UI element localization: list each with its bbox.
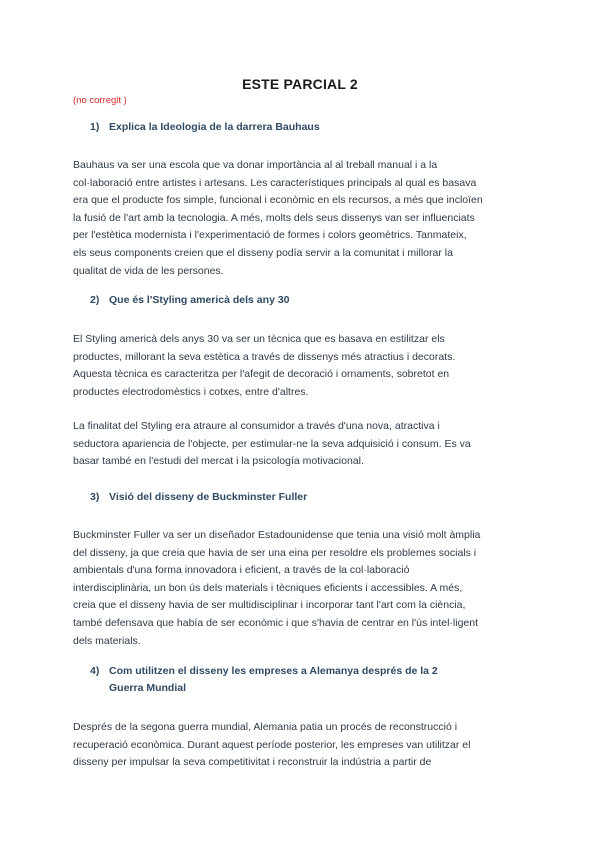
question-number: 3) bbox=[90, 491, 100, 503]
text-line: per l'estètica modernista i l'experimentació de formes i colors geomètrics. Tanmateix, bbox=[73, 229, 467, 242]
text-line: Buckminster Fuller va ser un diseñador Estadounidense que tenia una visió molt àmplia bbox=[73, 529, 481, 541]
text-line: del disseny, ja que creia que havia de ser una eina per resoldre els problemes socials i bbox=[73, 546, 477, 559]
question-1-heading bbox=[90, 119, 530, 136]
text-line: interdisciplinària, un bon ús dels materials i tècniques eficients i accessibles. A més, bbox=[73, 581, 463, 594]
text-line: ambientals d'una forma innovadora i eficient, a través de la col·laboració bbox=[73, 564, 410, 577]
question-4-heading bbox=[90, 663, 450, 697]
page-title: ESTE PARCIAL 2 bbox=[242, 76, 358, 92]
text-line: la fusió de l'art amb la tecnologia. A més, molts dels seus dissenys van ser influenciats bbox=[73, 211, 475, 224]
text-line: Després de la segona guerra mundial, Alemania patia un procés de reconstrucció i bbox=[73, 721, 458, 733]
question-number: 2) bbox=[90, 294, 100, 306]
text-line: seductora apariencia de l'objecte, per estimular-ne la seva adquisició i consum. Es va bbox=[73, 437, 471, 450]
text-line: creia que el disseny havia de ser multidisciplinar i incorporar tant l'art com la ciència, bbox=[73, 599, 466, 612]
question-text: Com utilitzen el disseny les empreses a Alemanya després de la 2 Guerra Mundial bbox=[109, 665, 438, 694]
answer-2-paragraph-1 bbox=[73, 331, 523, 401]
answer-3-paragraph-1 bbox=[73, 527, 523, 650]
question-2-heading bbox=[90, 292, 530, 309]
text-line: també defensava que había de ser econòmic i que s'havia de centrar en l'ús intel·ligent bbox=[73, 616, 479, 629]
text-line: productes, millorant la seva estètica a través de dissenys més atractius i decorats. bbox=[73, 350, 456, 363]
question-text: Que és l'Styling americà dels any 30 bbox=[109, 294, 290, 306]
text-line: dels materials. bbox=[73, 634, 141, 647]
text-line: disseny per impulsar la seva competitivitat i reconstruir la indústria a partir de bbox=[73, 756, 432, 769]
text-line: El Styling americà dels anys 30 va ser un tècnica que es basava en estilitzar els bbox=[73, 333, 445, 345]
text-line: col·laboració entre artistes i artesans. Les característiques principals al qual es basava bbox=[73, 176, 477, 189]
question-number: 1) bbox=[90, 121, 100, 133]
text-line: era que el producte fos simple, funcional i econòmic en els recursos, a més que incloïen bbox=[73, 194, 483, 207]
answer-2-paragraph-2 bbox=[73, 418, 523, 471]
text-line: La finalitat del Styling era atraure al consumidor a través d'una nova, atractiva i bbox=[73, 420, 440, 432]
answer-4-paragraph-1 bbox=[73, 719, 523, 772]
text-line: recuperació econòmica. Durant aquest període posterior, les empreses van utilitzar el bbox=[73, 738, 471, 751]
text-line: Bauhaus va ser una escola que va donar importància al al treball manual i a la bbox=[73, 159, 438, 171]
correction-note: (no corregit ) bbox=[73, 95, 127, 106]
text-line: els seus components creien que el disseny podía servir a la comunitat i millorar la bbox=[73, 246, 453, 259]
text-line: productes electrodomèstics i cotxes, entre d'altres. bbox=[73, 385, 309, 398]
answer-1-paragraph-1 bbox=[73, 157, 523, 280]
text-line: Aquesta tècnica es caracteritza per l'afegit de decoració i ornaments, sobretot en bbox=[73, 368, 450, 381]
question-number: 4) bbox=[90, 665, 100, 677]
question-text: Explica la Ideologia de la darrera Bauhaus bbox=[109, 121, 320, 133]
question-3-heading bbox=[90, 489, 530, 506]
text-line: basar també en l'estudi del mercat i la psicología motivacional. bbox=[73, 455, 364, 468]
text-line: qualitat de vida de les persones. bbox=[73, 264, 224, 277]
question-text: Visió del disseny de Buckminster Fuller bbox=[109, 491, 308, 503]
